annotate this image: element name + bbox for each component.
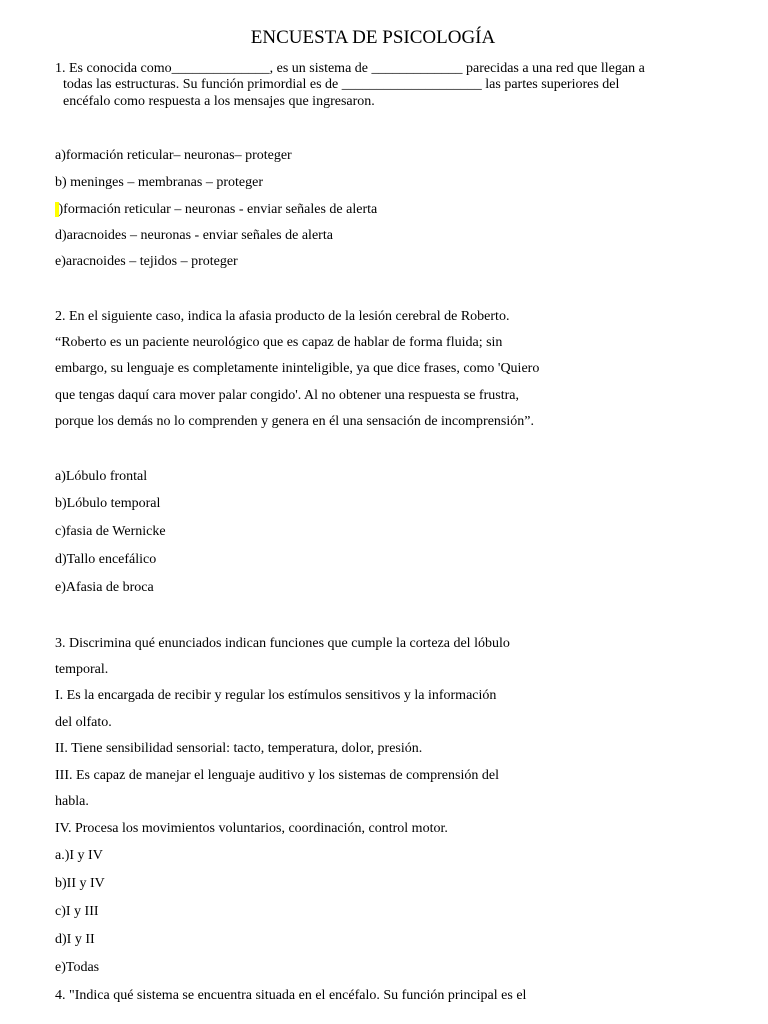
document-title: ENCUESTA DE PSICOLOGÍA [250, 27, 496, 48]
q2-stem-line-2: “Roberto es un paciente neurológico que es capaz de hablar de forma fluida; sin [55, 335, 503, 350]
q1-stem-line-2: todas las estructuras. Su función primordial es de ____________________ las partes superiores del [63, 77, 620, 92]
q3-option-e: e)Todas [55, 960, 100, 975]
q2-option-c: c)fasia de Wernicke [55, 524, 166, 539]
q2-option-b: b)Lóbulo temporal [55, 496, 161, 511]
q2-option-a: a)Lóbulo frontal [55, 469, 148, 484]
q3-statement-iii: III. Es capaz de manejar el lenguaje auditivo y los sistemas de comprensión del [55, 768, 499, 783]
q3-option-b: b)II y IV [55, 876, 105, 891]
q1-stem-line-3: encéfalo como respuesta a los mensajes que ingresaron. [63, 94, 375, 109]
q1-option-d: d)aracnoides – neuronas - enviar señales de alerta [55, 228, 333, 243]
q4-stem-line-1: 4. "Indica qué sistema se encuentra situada en el encéfalo. Su función principal es el [55, 988, 527, 1003]
q3-statement-i: I. Es la encargada de recibir y regular los estímulos sensitivos y la información [55, 688, 497, 703]
q3-option-c: c)I y III [55, 904, 99, 919]
q2-stem-line-3: embargo, su lenguaje es completamente ininteligible, ya que dice frases, como 'Quiero [55, 361, 540, 376]
q1-option-c [55, 201, 377, 219]
q2-stem-line-4: que tengas daquí cara mover palar congido'. Al no obtener una respuesta se frustra, [55, 388, 519, 403]
q3-statement-i-cont: del olfato. [55, 715, 112, 730]
q1-option-c-text: )formación reticular – neuronas - enviar señales de alerta [58, 202, 378, 217]
q3-statement-iv: IV. Procesa los movimientos voluntarios, coordinación, control motor. [55, 821, 448, 836]
q2-option-e: e)Afasia de broca [55, 580, 154, 595]
q1-stem-line-1: 1. Es conocida como______________, es un sistema de _____________ parecidas a una red que llegan a [55, 61, 645, 76]
q2-stem-line-5: porque los demás no lo comprenden y genera en él una sensación de incomprensión”. [55, 414, 534, 429]
q1-option-a: a)formación reticular– neuronas– proteger [55, 148, 292, 163]
q3-statement-ii: II. Tiene sensibilidad sensorial: tacto, temperatura, dolor, presión. [55, 741, 423, 756]
q2-option-d: d)Tallo encefálico [55, 552, 157, 567]
q3-statement-iii-cont: habla. [55, 794, 89, 809]
q3-stem-line-2: temporal. [55, 662, 109, 677]
q1-option-b: b) meninges – membranas – proteger [55, 175, 263, 190]
q3-option-d: d)I y II [55, 932, 95, 947]
q1-option-e: e)aracnoides – tejidos – proteger [55, 254, 238, 269]
q3-stem-line-1: 3. Discrimina qué enunciados indican funciones que cumple la corteza del lóbulo [55, 636, 510, 651]
q3-option-a: a.)I y IV [55, 848, 103, 863]
q2-stem-line-1: 2. En el siguiente caso, indica la afasia producto de la lesión cerebral de Roberto. [55, 309, 510, 324]
